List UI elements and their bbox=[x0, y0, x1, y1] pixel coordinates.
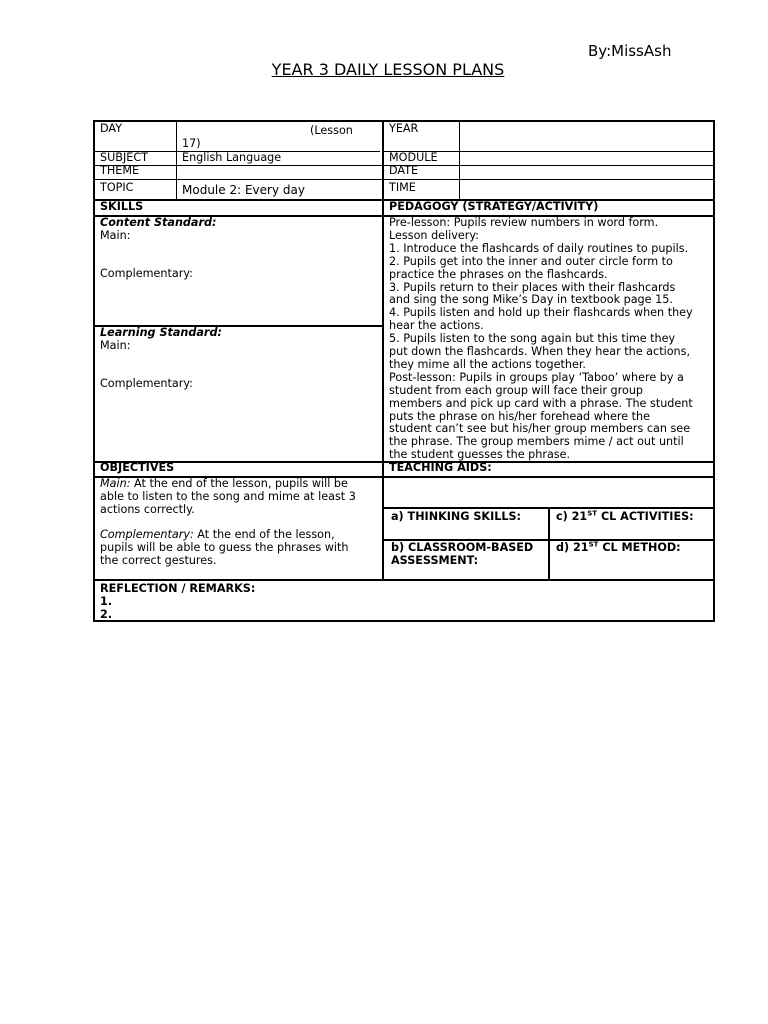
pedagogy-line: 4. Pupils listen and hold up their flashcards when they bbox=[389, 306, 693, 320]
pedagogy-line: hear the actions. bbox=[389, 319, 484, 333]
learning-standard-complementary: Complementary: bbox=[100, 377, 193, 390]
objective-main-line bbox=[100, 478, 348, 491]
teaching-aids-heading: TEACHING AIDS: bbox=[389, 461, 492, 474]
objective-comp-line: pupils will be able to guess the phrases with bbox=[100, 541, 349, 554]
objective-main-line: able to listen to the song and mime at least 3 bbox=[100, 490, 356, 503]
learning-standard-main: Main: bbox=[100, 339, 131, 352]
subject-value: English Language bbox=[182, 151, 282, 164]
lesson-number-close: 17) bbox=[182, 137, 201, 150]
pedagogy-line: 1. Introduce the flashcards of daily routines to pupils. bbox=[389, 241, 689, 255]
document-title-text: YEAR 3 DAILY LESSON PLANS bbox=[271, 60, 505, 79]
date-label: DATE bbox=[389, 164, 419, 177]
cl-activities-prefix: c) 21 bbox=[556, 510, 588, 523]
reflection-heading: REFLECTION / REMARKS: bbox=[100, 582, 256, 595]
objective-comp-line bbox=[100, 529, 335, 542]
lesson-number-open: (Lesson bbox=[310, 124, 353, 137]
subject-label: SUBJECT bbox=[100, 151, 148, 164]
objective-comp-label: Complementary: bbox=[100, 528, 194, 541]
pedagogy-line: 2. Pupils get into the inner and outer circle form to bbox=[389, 254, 673, 268]
cl-method-label bbox=[556, 542, 681, 555]
grid-line bbox=[95, 179, 713, 180]
objective-comp-line: the correct gestures. bbox=[100, 554, 217, 567]
content-standard-heading: Content Standard: bbox=[100, 216, 217, 229]
pedagogy-line: student can’t see but his/her group members can see bbox=[389, 422, 691, 436]
day-label: DAY bbox=[100, 122, 123, 135]
pedagogy-line: the student guesses the phrase. bbox=[389, 448, 571, 462]
skills-heading: SKILLS bbox=[100, 200, 144, 213]
pedagogy-line: practice the phrases on the flashcards. bbox=[389, 267, 608, 281]
pedagogy-line: the phrase. The group members mime / act out until bbox=[389, 435, 684, 449]
objective-main-text: At the end of the lesson, pupils will be bbox=[130, 477, 348, 490]
thinking-skills-label: a) THINKING SKILLS: bbox=[391, 510, 522, 523]
pedagogy-line: they mime all the actions together. bbox=[389, 357, 586, 371]
theme-label: THEME bbox=[100, 164, 140, 177]
cl-activities-superscript: ST bbox=[587, 509, 598, 518]
content-standard-complementary: Complementary: bbox=[100, 267, 193, 280]
grid-line bbox=[459, 122, 460, 200]
pedagogy-line: 3. Pupils return to their places with their flashcards bbox=[389, 280, 676, 294]
cl-method-superscript: ST bbox=[588, 540, 599, 549]
assessment-label-line1: b) CLASSROOM-BASED bbox=[391, 541, 534, 554]
module-label: MODULE bbox=[389, 151, 438, 164]
pedagogy-line: Post-lesson: Pupils in groups play ‘Taboo’ where by a bbox=[389, 370, 684, 384]
lesson-plan-table bbox=[93, 120, 715, 622]
objective-main-line: actions correctly. bbox=[100, 503, 195, 516]
grid-line bbox=[176, 122, 177, 200]
pedagogy-line: Pre-lesson: Pupils review numbers in word form. bbox=[389, 216, 659, 229]
topic-value: Module 2: Every day bbox=[182, 183, 305, 197]
learning-standard-heading: Learning Standard: bbox=[100, 326, 222, 339]
pedagogy-line: and sing the song Mike’s Day in textbook page 15. bbox=[389, 293, 673, 307]
assessment-label-line2: ASSESSMENT: bbox=[391, 554, 479, 567]
reflection-item-2: 2. bbox=[100, 608, 113, 621]
cl-method-prefix: d) 21 bbox=[556, 541, 589, 554]
grid-line bbox=[95, 579, 713, 581]
pedagogy-line: put down the flashcards. When they hear the actions, bbox=[389, 345, 691, 358]
grid-line bbox=[382, 122, 384, 581]
cl-activities-suffix: CL ACTIVITIES: bbox=[597, 510, 694, 523]
pedagogy-line: puts the phrase on his/her forehead where the bbox=[389, 409, 650, 423]
grid-line bbox=[548, 507, 550, 581]
objectives-heading: OBJECTIVES bbox=[100, 461, 175, 474]
pedagogy-line: members and pick up card with a phrase. The student bbox=[389, 396, 693, 410]
pedagogy-heading: PEDAGOGY (STRATEGY/ACTIVITY) bbox=[389, 200, 599, 213]
author-credit: By:MissAsh bbox=[588, 42, 672, 60]
cl-activities-label bbox=[556, 511, 694, 524]
pedagogy-line: student from each group will face their group bbox=[389, 383, 644, 397]
pedagogy-line: Lesson delivery: bbox=[389, 228, 479, 242]
content-standard-main: Main: bbox=[100, 229, 131, 242]
reflection-item-1: 1. bbox=[100, 595, 113, 608]
time-label: TIME bbox=[389, 181, 416, 194]
objective-main-label: Main: bbox=[100, 477, 131, 490]
year-label: YEAR bbox=[389, 122, 419, 135]
pedagogy-line: 5. Pupils listen to the song again but this time they bbox=[389, 332, 676, 346]
cl-method-suffix: CL METHOD: bbox=[598, 541, 681, 554]
objective-comp-text: At the end of the lesson, bbox=[193, 528, 335, 541]
topic-label: TOPIC bbox=[100, 181, 134, 194]
document-title bbox=[0, 60, 768, 79]
